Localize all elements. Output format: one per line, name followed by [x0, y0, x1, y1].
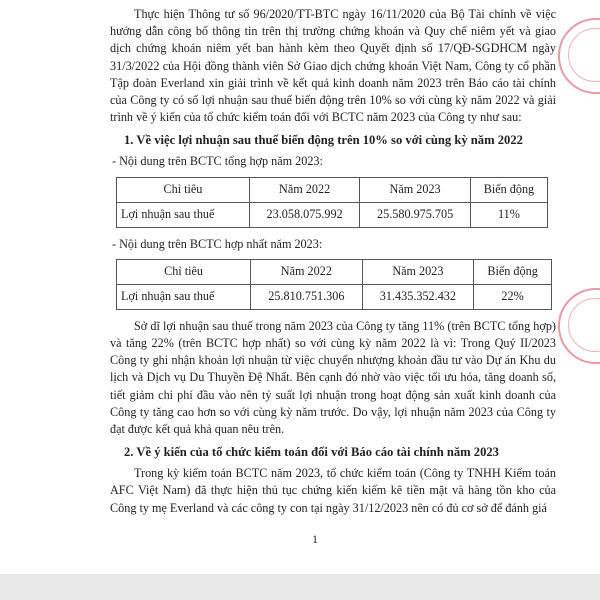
company-seal-stamp: [558, 288, 600, 364]
table-cell: Lợi nhuận sau thuế: [117, 284, 251, 309]
table-cell: 11%: [470, 202, 547, 227]
table-cell: 31.435.352.432: [362, 284, 474, 309]
seal-inner-ring: [568, 28, 600, 82]
header-cell: Năm 2023: [362, 259, 474, 284]
header-cell: Chỉ tiêu: [117, 259, 251, 284]
header-cell: Chỉ tiêu: [117, 177, 250, 202]
viewer-bottom-strip: [0, 574, 600, 600]
page-number: 1: [312, 532, 318, 546]
table-header-row: [117, 259, 552, 284]
section-1-heading: 1. Về việc lợi nhuận sau thuế biến động trên 10% so với cùng kỳ năm 2022: [124, 133, 523, 148]
profit-table-consolidated: [116, 259, 552, 310]
section-2-text: Trong kỳ kiểm toán BCTC năm 2023, tổ chức kiểm toán (Công ty TNHH Kiểm toán AFC Việt Nam) đã thực hiện thủ tục chứng kiến kiểm kê tiền mặt và hàng tồn kho của Công ty mẹ Everland và các công ty con tại ngày 31/12/2023 nên có đủ cơ sở để đánh giá: [110, 466, 556, 515]
table-header-row: [117, 177, 548, 202]
table-cell: Lợi nhuận sau thuế: [117, 202, 250, 227]
section-1-subheading-consolidated: - Nội dung trên BCTC hợp nhất năm 2023:: [112, 236, 323, 251]
header-cell: Biến động: [474, 259, 552, 284]
intro-paragraph: Thực hiện Thông tư số 96/2020/TT-BTC ngày 16/11/2020 của Bộ Tài chính về việc hướng dẫn công bố thông tin trên thị trường chứng khoán và Quy chế niêm yết và giao dịch chứng khoán niêm yết ban hành kèm theo Quyết định số 17/QĐ-SGDHCM ngày 31/3/2022 của Hội đồng thành viên Sở Giao dịch chứng khoán Việt Nam, Công ty cổ phần Tập đoàn Everland xin giải trình về kết quả kinh doanh năm 2023 trên Báo cáo tài chính của Công ty có số lợi nhuận sau thuế biến động trên 10% so với cùng kỳ năm 2022 và giải trình về ý kiến của tổ chức kiểm toán đối với BCTC năm 2023 của Công ty như sau:: [110, 7, 556, 125]
header-cell: Năm 2023: [360, 177, 470, 202]
table-row: [117, 202, 548, 227]
company-seal-stamp: [558, 18, 600, 94]
section-1-subheading-consolidated-summary: - Nội dung trên BCTC tổng hợp năm 2023:: [112, 154, 323, 169]
header-cell: Biến động: [470, 177, 547, 202]
table-cell: 25.580.975.705: [360, 202, 470, 227]
header-cell: Năm 2022: [249, 177, 359, 202]
seal-inner-ring: [568, 298, 600, 352]
table-cell: 25.810.751.306: [251, 284, 363, 309]
table-cell: 22%: [474, 284, 552, 309]
section-1-explanation: Sở dĩ lợi nhuận sau thuế trong năm 2023 của Công ty tăng 11% (trên BCTC tổng hợp) và tăng 22% (trên BCTC hợp nhất) so với cùng kỳ năm 2022 là vì: Trong Quý II/2023 Công ty ghi nhận khoản lợi nhuận từ việc chuyển nhượng khoản đầu tư vào Dự án Khu du lịch và Dịch vụ Du Thuyền Đệ Nhất. Bên cạnh đó nhờ vào việc tối ưu hóa, tăng doanh số, tiết giảm chi phí đầu vào nên tỷ suất lợi nhuận trong hoạt động sản xuất kinh doanh của Công ty tăng cao hơn so với cùng kỳ năm trước. Do vậy, lợi nhuận năm 2023 của Công ty đạt được kết quả khả quan nêu trên.: [110, 318, 556, 437]
header-cell: Năm 2022: [251, 259, 363, 284]
table-cell: 23.058.075.992: [249, 202, 359, 227]
document-body: [110, 6, 556, 517]
profit-table-aggregate: [116, 177, 548, 228]
table-row: [117, 284, 552, 309]
section-2-heading: 2. Về ý kiến của tổ chức kiểm toán đối với Báo cáo tài chính năm 2023: [124, 445, 499, 460]
